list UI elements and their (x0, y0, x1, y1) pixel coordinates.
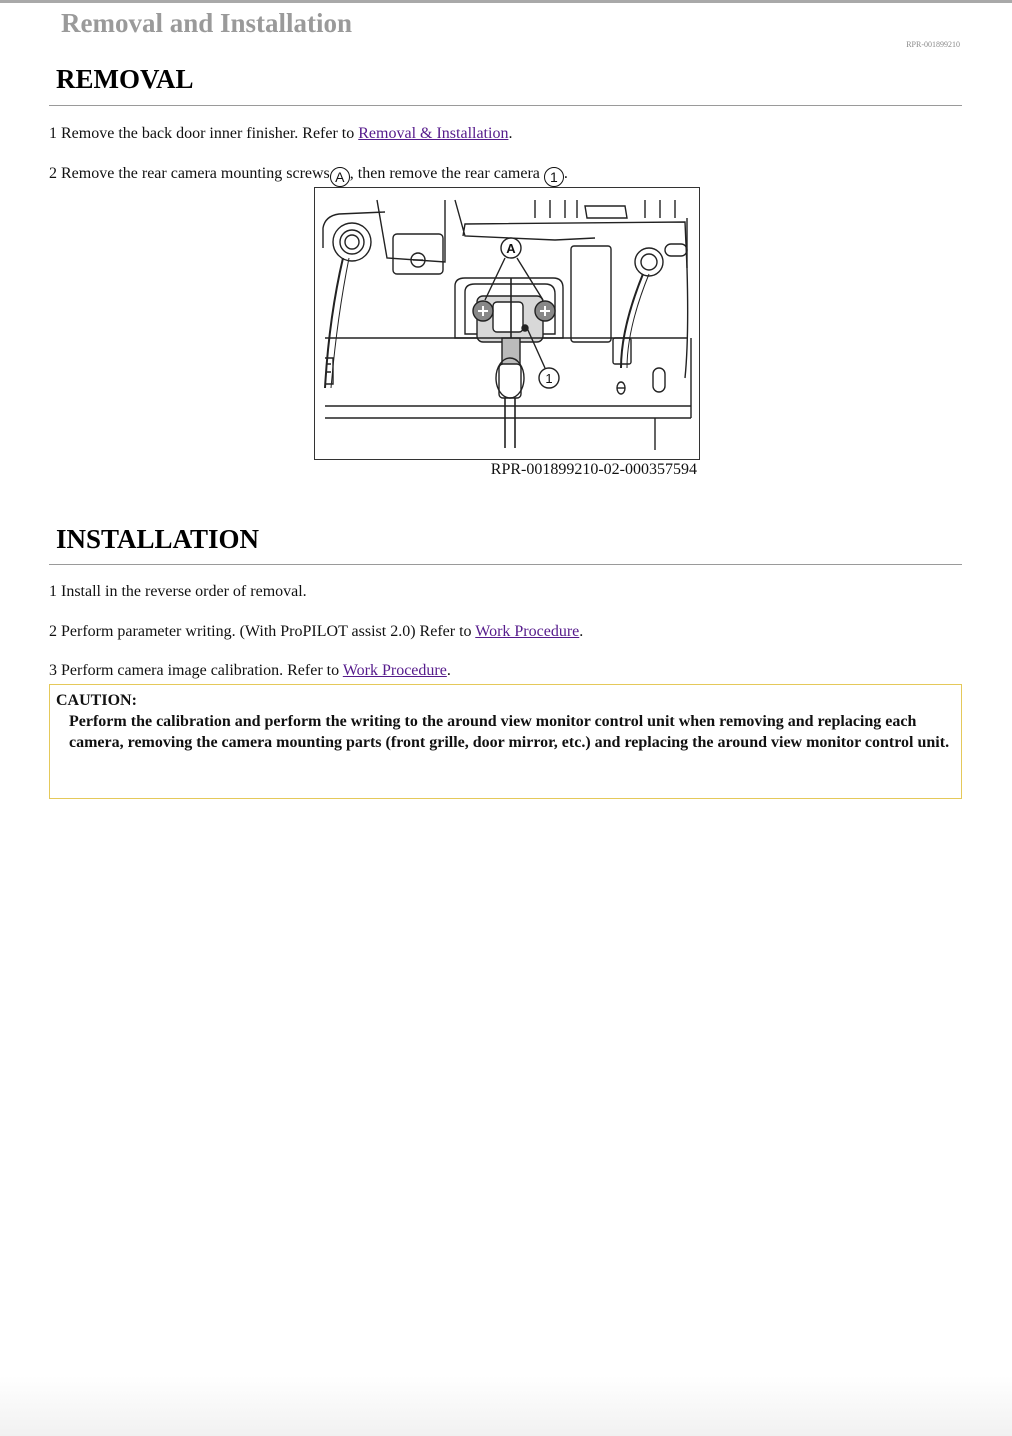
rear-camera-illustration (314, 187, 700, 460)
figure-callout-1: 1 (545, 371, 553, 386)
installation-heading: INSTALLATION (56, 524, 260, 554)
callout-a-icon: A (330, 167, 350, 187)
installation-step-2 (49, 623, 583, 641)
step-end: . (446, 662, 451, 679)
step-number: 2 (49, 165, 57, 182)
removal-divider (49, 105, 962, 106)
step-text: Remove the back door inner finisher. Refer to (61, 125, 355, 142)
installation-step-1 (49, 583, 307, 601)
document-id: RPR-001899210 (906, 40, 960, 49)
document-title: Removal and Installation (61, 8, 353, 38)
step-number: 1 (49, 583, 57, 600)
removal-step-2 (49, 165, 568, 187)
removal-step-1 (49, 125, 512, 143)
step-text: Remove the rear camera mounting screws (61, 165, 330, 182)
caution-title: CAUTION: (56, 692, 137, 709)
step-text: Install in the reverse order of removal. (61, 583, 307, 600)
installation-divider (49, 564, 962, 565)
removal-installation-link[interactable]: Removal & Installation (358, 125, 509, 142)
work-procedure-link[interactable]: Work Procedure (475, 623, 580, 640)
step-end: . (563, 165, 568, 182)
removal-heading: REMOVAL (56, 64, 194, 94)
work-procedure-link[interactable]: Work Procedure (342, 662, 447, 679)
step-text: Perform parameter writing. (With ProPILOT assist 2.0) Refer to (61, 623, 472, 640)
step-text: , then remove the rear camera (349, 165, 540, 182)
step-end: . (579, 623, 584, 640)
callout-1-icon: 1 (544, 167, 564, 187)
caution-box (49, 684, 962, 799)
step-number: 3 (49, 662, 57, 679)
caution-text: Perform the calibration and perform the writing to the around view monitor control unit when removing and replacing each camera, removing the camera mounting parts (front grille, door mirror, etc.) and replacing the around view monitor control unit. (69, 713, 950, 751)
step-number: 2 (49, 623, 57, 640)
top-border (0, 0, 1012, 3)
step-text: Perform camera image calibration. Refer to (61, 662, 340, 679)
figure-caption: RPR-001899210-02-000357594 (490, 461, 697, 478)
step-end: . (508, 125, 513, 142)
page-bottom-shade (0, 1376, 1012, 1436)
camera-diagram (315, 188, 699, 459)
installation-step-3 (49, 662, 451, 680)
figure-callout-a: A (506, 241, 516, 256)
step-number: 1 (49, 125, 57, 142)
